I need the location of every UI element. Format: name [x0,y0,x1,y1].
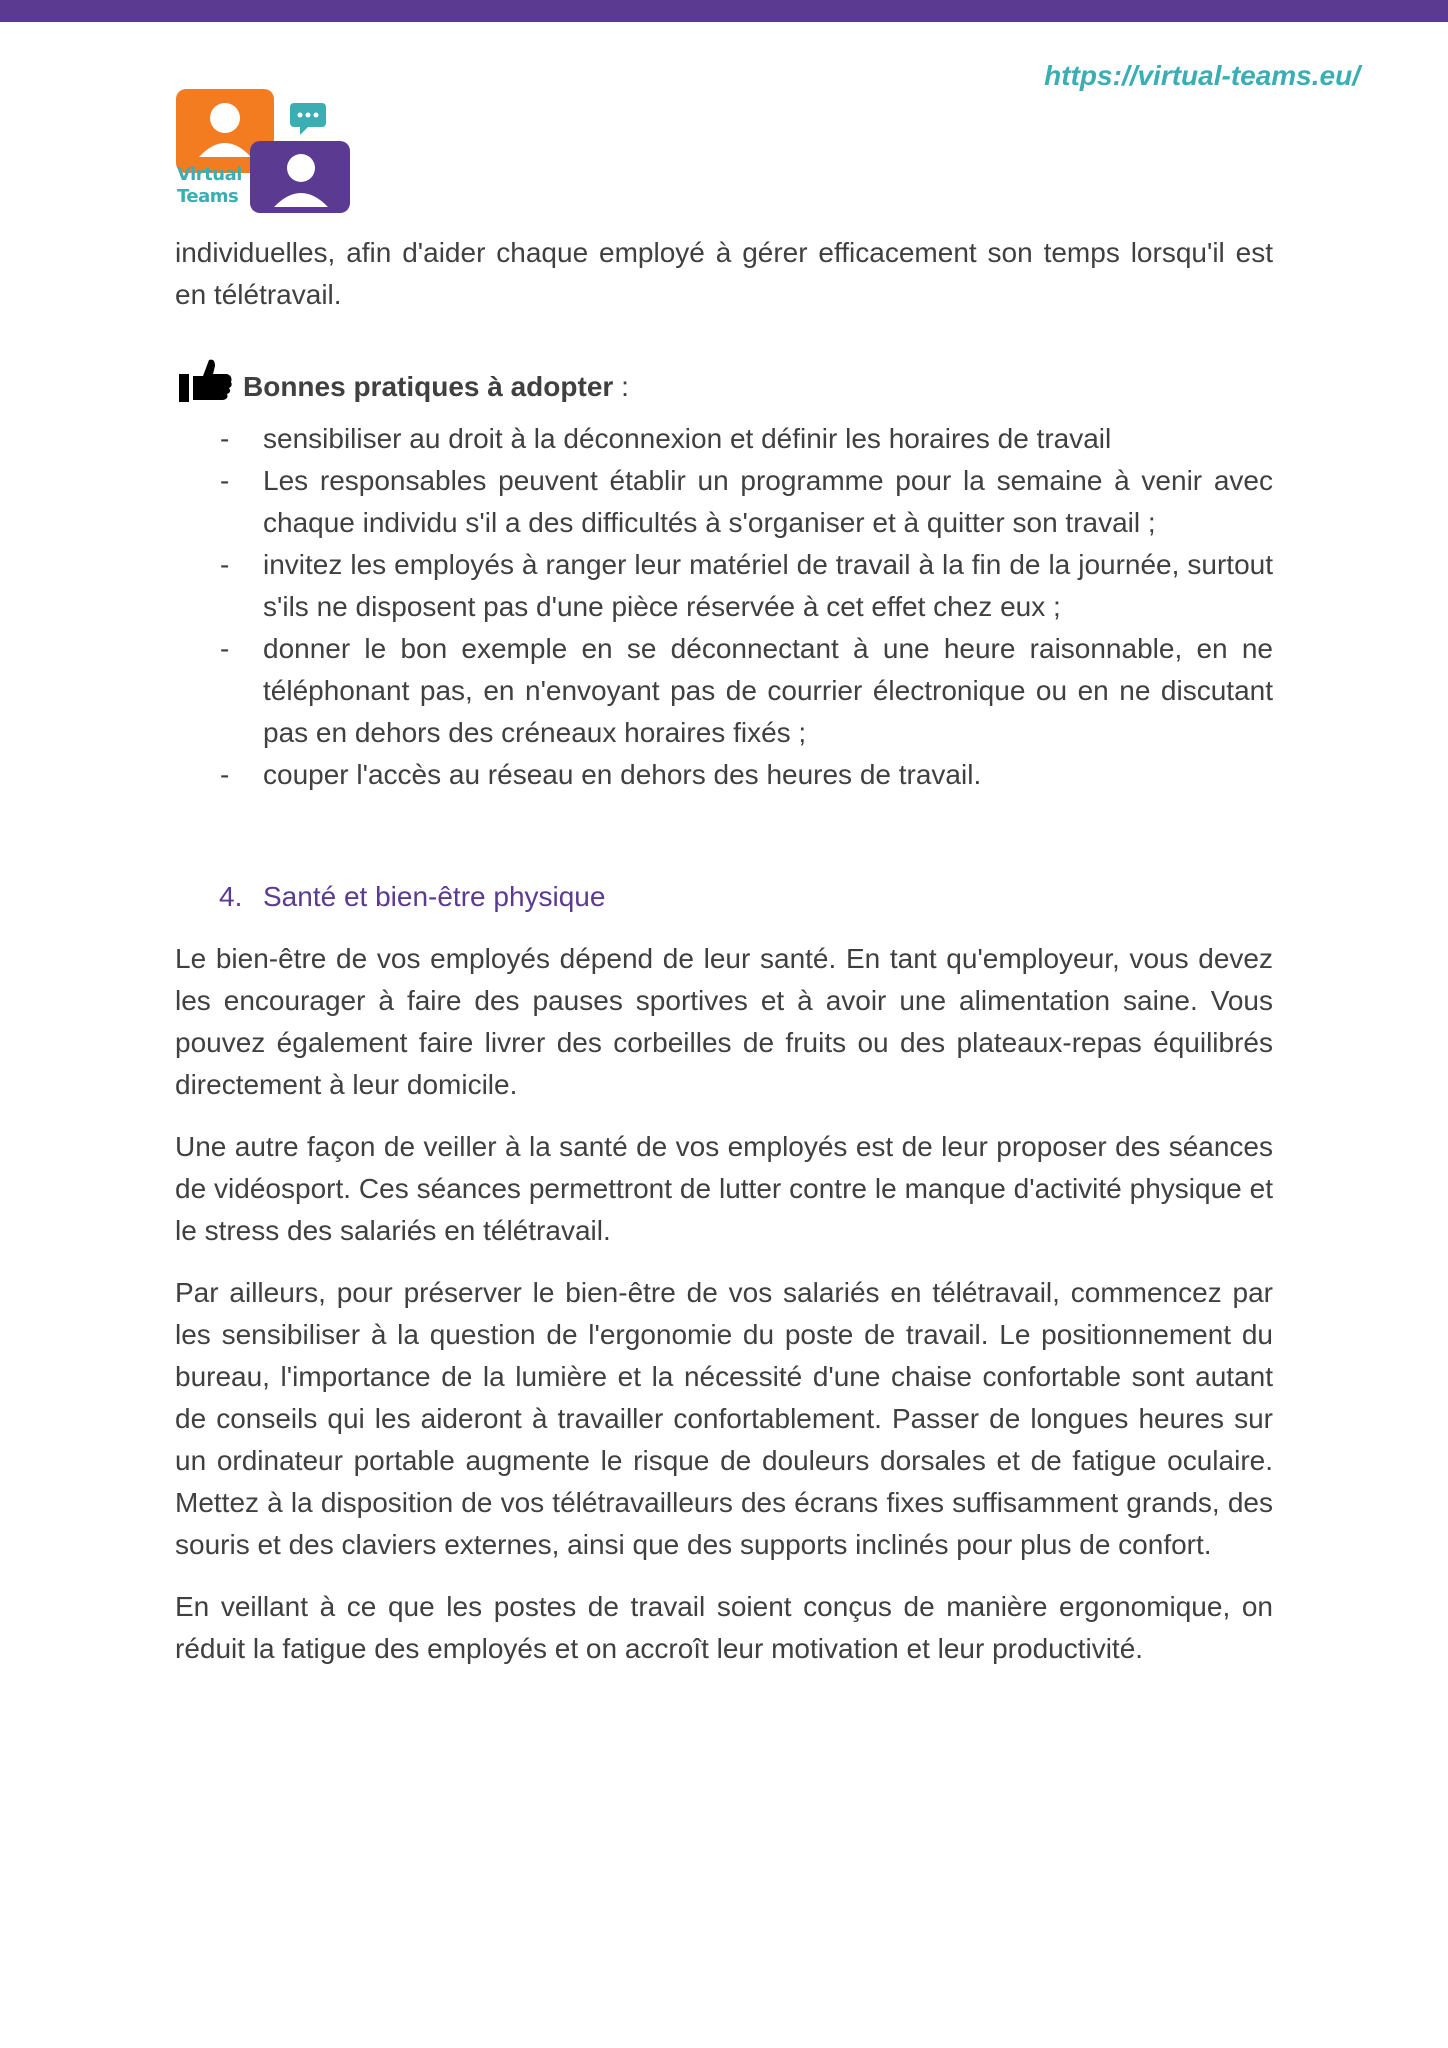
bullet-dash: - [220,423,230,454]
virtual-teams-logo [174,87,354,217]
bullet-dash: - [220,633,230,664]
list-item-text: couper l'accès au réseau en dehors des heures de travail. [263,759,982,790]
body-paragraph: Une autre façon de veiller à la santé de vos employés est de leur proposer des séances de vidéosport. Ces séances permettront de lutter contre le manque d'activité physique et le stress des salariés en télétravail. [175,1131,1273,1246]
section-number: 4. [219,881,243,912]
section-title: Santé et bien-être physique [263,881,606,912]
tips-title-text: Bonnes pratiques à adopter [243,371,614,402]
list-item [175,418,1273,460]
body-paragraph: Par ailleurs, pour préserver le bien-être de vos salariés en télétravail, commencez par les sensibiliser à la question de l'ergonomie du poste de travail. Le positionnement du bureau, l'importance de la lumière et la nécessité d'une chaise confortable sont autant de conseils qui les aideront à travailler confortablement. Passer de longues heures sur un ordinateur portable augmente le risque de douleurs dorsales et de fatigue oculaire. Mettez à la disposition de vos télétravailleurs des écrans fixes suffisamment grands, des souris et des claviers externes, ainsi que des supports inclinés pour plus de confort. [175,1277,1273,1560]
website-url-link[interactable]: https://virtual-teams.eu/ [1044,60,1360,91]
section-heading [175,876,1273,918]
document-body [175,232,1273,1690]
list-item-text: Les responsables peuvent établir un programme pour la semaine à venir avec chaque individu s'il a des difficultés à s'organiser et à quitter son travail ; [263,465,1273,538]
bullet-dash: - [220,759,230,790]
list-item [175,544,1273,628]
thumbs-up-icon [179,356,233,404]
bullet-dash: - [220,465,230,496]
body-paragraph: Le bien-être de vos employés dépend de leur santé. En tant qu'employeur, vous devez les encourager à faire des pauses sportives et à avoir une alimentation saine. Vous pouvez également faire livrer des corbeilles de fruits ou des plateaux-repas équilibrés directement à leur domicile. [175,943,1273,1100]
list-item [175,754,1273,796]
body-paragraph: En veillant à ce que les postes de travail soient conçus de manière ergonomique, on réduit la fatigue des employés et on accroît leur motivation et leur productivité. [175,1591,1273,1664]
logo-wordmark: Virtual Teams [177,164,242,207]
intro-paragraph: individuelles, afin d'aider chaque employé à gérer efficacement son temps lorsqu'il est en télétravail. [175,237,1273,310]
list-item [175,460,1273,544]
top-color-bar [0,0,1448,22]
list-item-text: sensibiliser au droit à la déconnexion et définir les horaires de travail [263,423,1112,454]
bullet-dash: - [220,549,230,580]
tips-title [243,366,629,408]
list-item-text: invitez les employés à ranger leur matériel de travail à la fin de la journée, surtout s'ils ne disposent pas d'une pièce réservée à cet effet chez eux ; [263,549,1273,622]
tips-title-colon: : [613,371,629,402]
tips-list [175,418,1273,796]
list-item [175,628,1273,754]
tips-heading [175,356,1273,412]
list-item-text: donner le bon exemple en se déconnectant à une heure raisonnable, en ne téléphonant pas, en n'envoyant pas de courrier électronique ou en ne discutant pas en dehors des créneaux horaires fixés ; [263,633,1273,748]
